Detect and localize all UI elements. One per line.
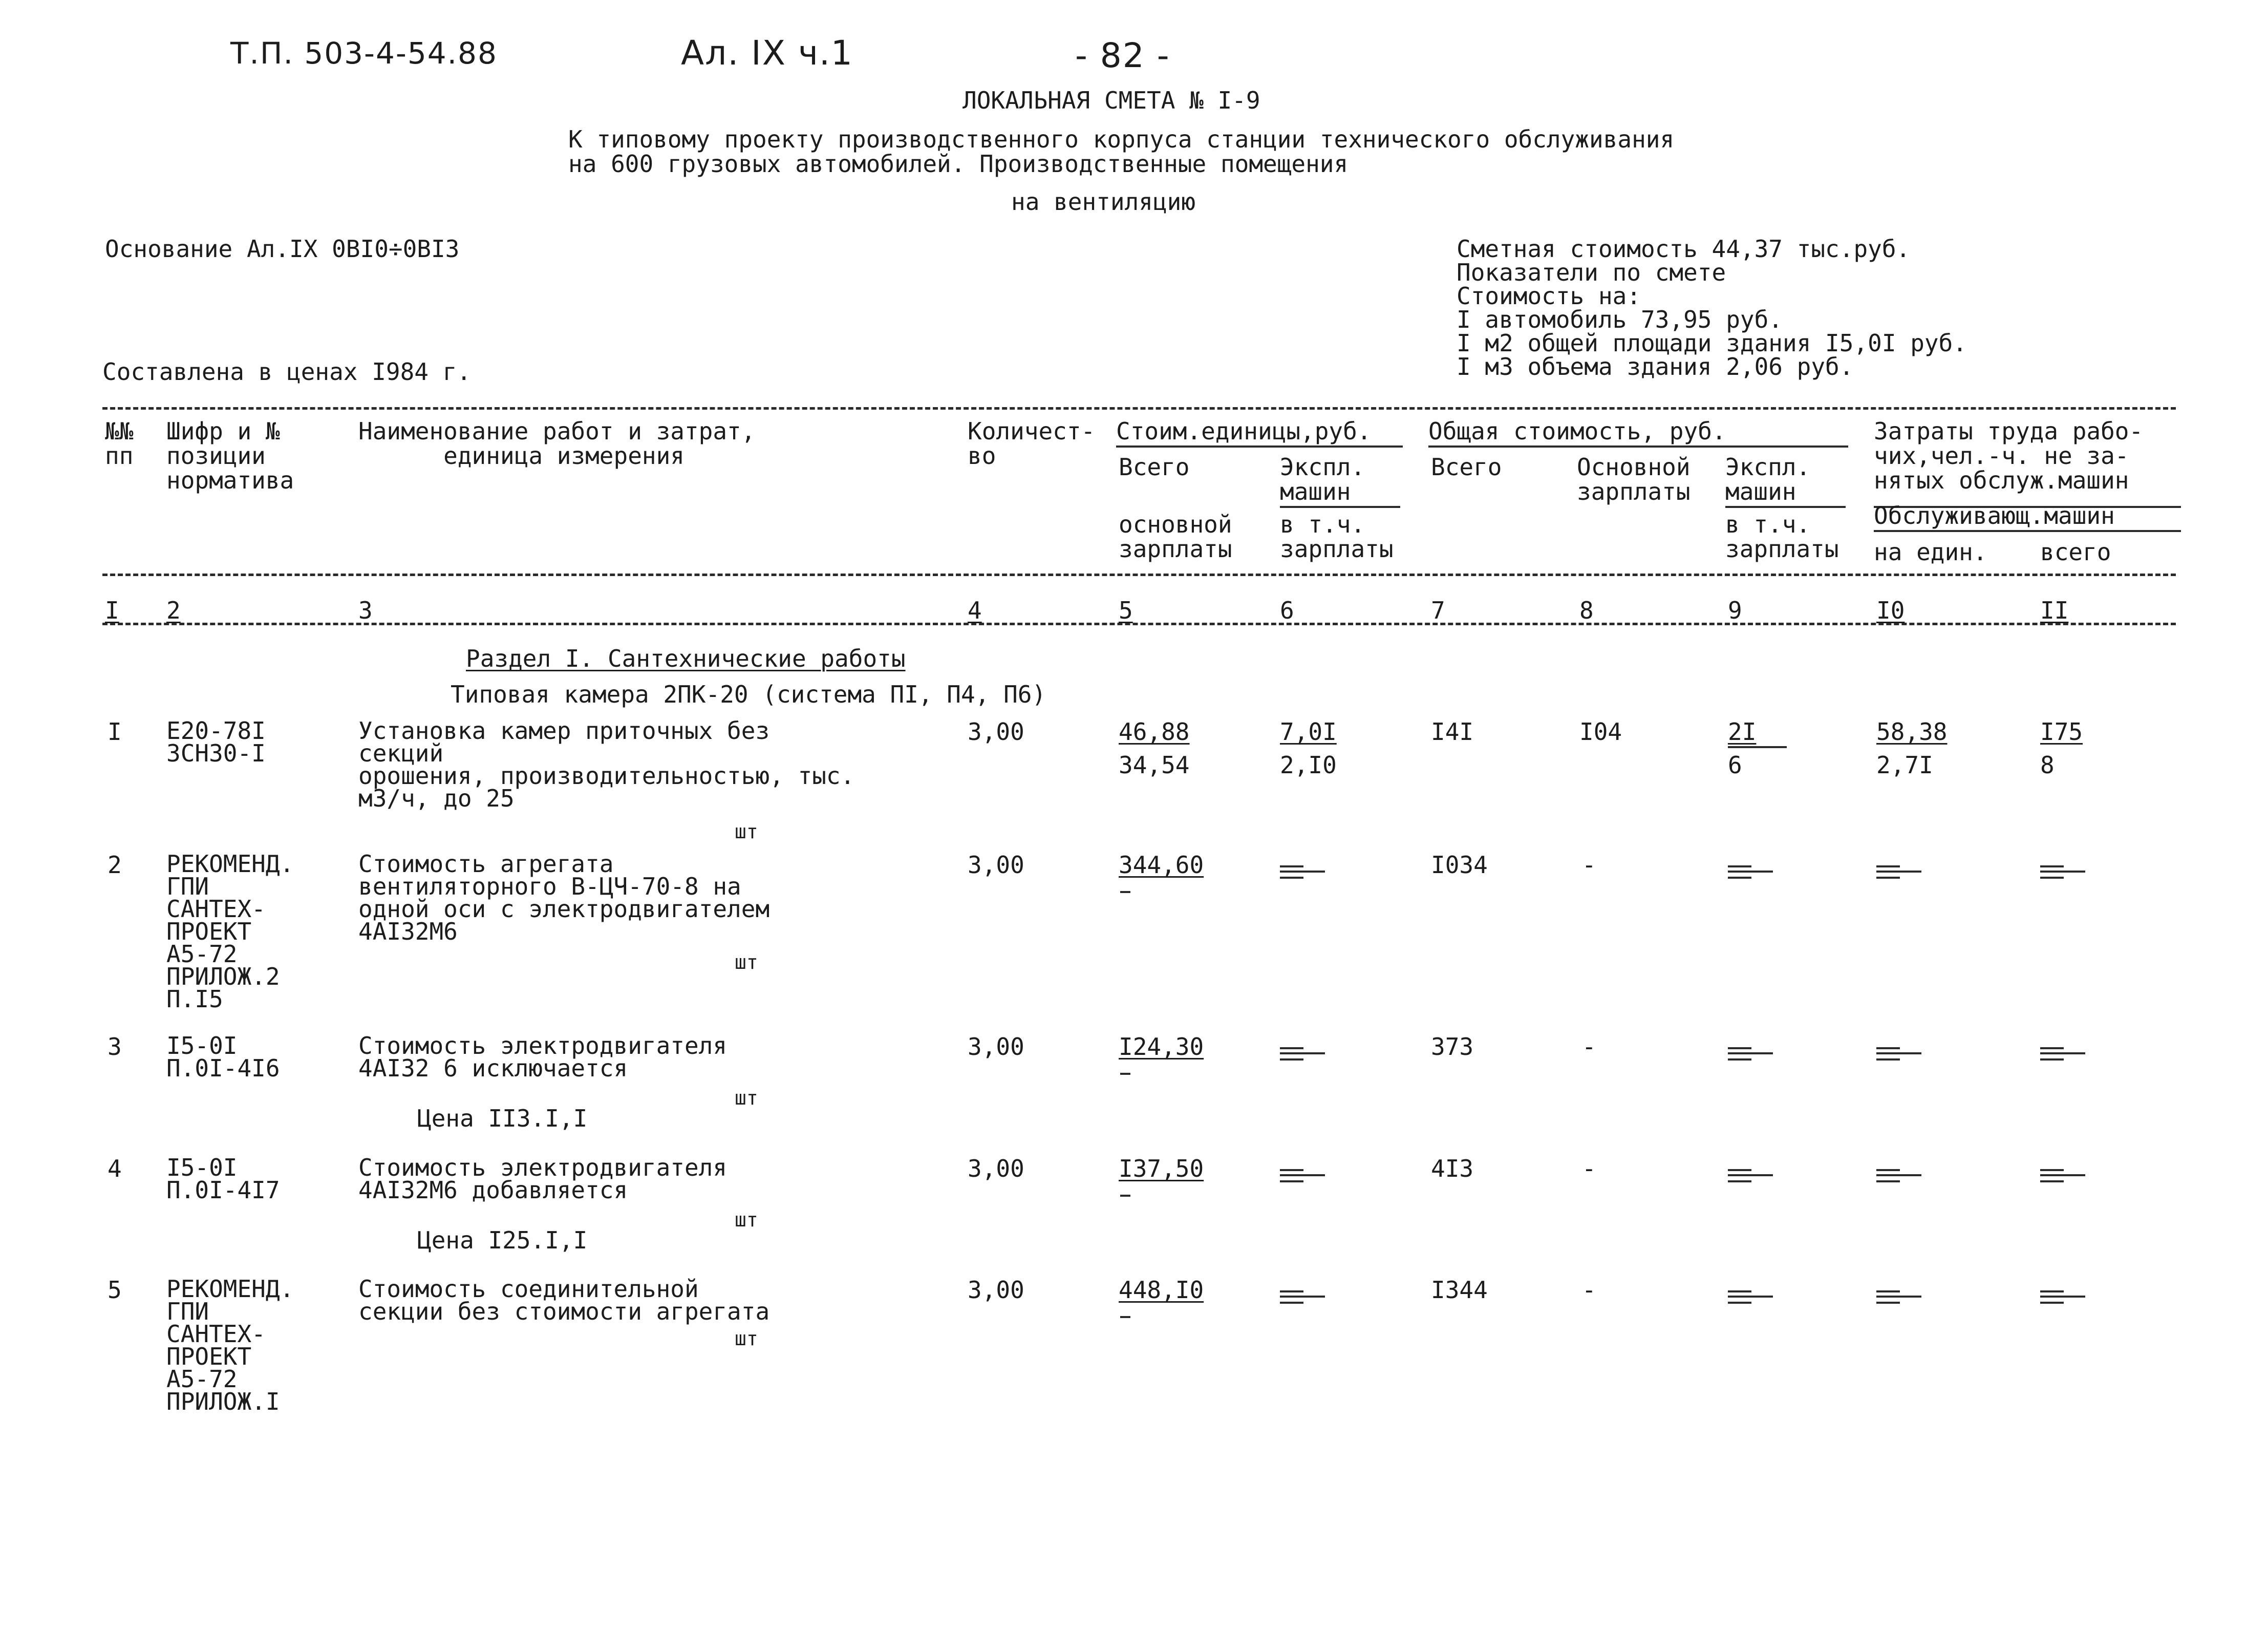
row-code: I5-0I П.0I-4I7 [166,1154,280,1204]
row-unit-mach-wages: 2,I0 [1280,751,1337,779]
header-rule-total-mach [1725,506,1846,508]
header-unit-mach-wages: в т.ч. зарплаты [1280,511,1394,563]
row-unit: шт [735,1327,758,1350]
row-code: Е20-78I ЗСН30-I [166,717,266,767]
row-labor-unit-dash-2 [1876,1296,1921,1298]
row-unit-total: 448,I0 [1119,1276,1204,1304]
column-number-6: 6 [1280,598,1297,623]
row-labor-unit-service: 2,7I [1876,751,1933,779]
row-labor-unit-dash-2 [1876,1052,1921,1054]
section-title: Раздел I. Сантехнические работы [466,645,906,672]
section-subtitle: Типовая камера 2ПК-20 (система ПI, П4, П6) [451,681,1046,708]
column-number-rule [102,623,2176,625]
summary-indicators: Показатели по смете [1457,259,1726,286]
summary-per-vehicle: I автомобиль 73,95 руб. [1457,306,1783,333]
row-labor-total-dash-2 [2040,1052,2085,1054]
row-total-machines-dash-2 [1728,1052,1773,1054]
summary-cost-for: Стоимость на: [1457,282,1641,310]
row-unit-wages-dash [1120,1316,1130,1318]
header-unit-cost: Стоим.единицы,руб. [1116,417,1372,445]
row-code: РЕКОМЕНД. ГПИ САНТЕХ- ПРОЕКТ А5-72 ПРИЛОЖ.2 П.I5 [166,850,294,1013]
row-price-note: Цена II3.I,I [417,1105,588,1132]
row-name: Стоимость соединительной секции без стоимости агрегата [358,1275,770,1325]
column-number-8: 8 [1579,598,1597,623]
header-unit-wages: основной зарплаты [1119,511,1232,563]
row-name: Установка камер приточных без секций орошения, производительностью, тыс. м3/ч, до 25 [358,717,855,812]
row-unit: шт [735,951,758,973]
row-quantity: 3,00 [968,1033,1024,1061]
row-unit-machines-dash-2 [1280,1174,1325,1176]
summary-cost: Сметная стоимость 44,37 тыс.руб. [1457,235,1911,263]
project-title-line-3: на вентиляцию [1011,188,1196,216]
estimate-title: ЛОКАЛЬНАЯ СМЕТА № I-9 [962,87,1260,114]
summary-per-m3: I м3 объема здания 2,06 руб. [1457,353,1854,380]
row-total: I4I [1431,718,1474,746]
row-labor-unit-dash-2 [1876,871,1921,873]
project-title-line-2: на 600 грузовых автомобилей. Производственные помещения [568,150,1349,178]
row-labor-total: I75 [2040,718,2083,746]
row-unit-total: 46,88 [1119,718,1190,746]
row-total-wages: I04 [1579,718,1622,746]
row-unit: шт [735,820,758,843]
row-total: I034 [1431,851,1488,879]
row-quantity: 3,00 [968,851,1024,879]
price-base: Составлена в ценах I984 г. [102,358,472,386]
row-total-machines-dash-2 [1728,871,1773,873]
row-labor-total-service: 8 [2040,751,2055,779]
header-labor-total: всего [2040,538,2111,566]
header-rule-machine-service [1874,530,2181,532]
row-code: РЕКОМЕНД. ГПИ САНТЕХ- ПРОЕКТ А5-72 ПРИЛОЖ.I [166,1275,294,1415]
row-labor-total-dash-2 [2040,1174,2085,1176]
header-labor: Затраты труда рабо- чих,чел.-ч. не за- нятых обслуж.машин [1874,417,2144,494]
row-labor-unit-dash-2 [1876,1174,1921,1176]
column-number-4: 4 [968,598,985,623]
row-total: 4I3 [1431,1155,1474,1182]
column-number-2: 2 [166,598,184,623]
row-unit-total: I37,50 [1119,1155,1204,1182]
column-number-5: 5 [1119,598,1136,623]
row-total-wages: - [1582,1155,1596,1182]
header-quantity: Количест- во [968,417,1096,470]
row-unit-machines-dash-2 [1280,871,1325,873]
header-code: Шифр и № позиции норматива [166,417,294,494]
column-number-11: II [2040,598,2071,623]
row-labor-total-dash-2 [2040,871,2085,873]
row-total-wages: - [1582,851,1596,879]
column-number-3: 3 [358,598,376,623]
row-labor-unit: 58,38 [1876,718,1948,746]
row-unit-wages: 34,54 [1119,751,1190,779]
row-quantity: 3,00 [968,1276,1024,1304]
header-rule-unit-mach [1280,506,1400,508]
row-total-machines-dash-2 [1728,1296,1773,1298]
row-unit: шт [735,1208,758,1231]
row-unit-machines-dash-2 [1280,1052,1325,1054]
row-name: Стоимость электродвигателя 4АI32М6 добавляется [358,1154,728,1204]
row-unit-wages-dash [1120,1195,1130,1197]
row-unit-wages-dash [1120,891,1130,893]
header-bottom-rule [102,574,2176,576]
row-number: 5 [108,1276,122,1304]
header-total-cost: Общая стоимость, руб. [1428,417,1726,445]
row-price-note: Цена I25.I,I [417,1226,588,1254]
row-labor-total-dash-2 [2040,1296,2085,1298]
row-number: I [108,718,122,746]
column-number-7: 7 [1431,598,1448,623]
row-number: 3 [108,1033,122,1061]
row-unit-machines-dash-2 [1280,1296,1325,1298]
header-row-number: №№ пп [105,417,134,470]
table-top-rule [102,407,2176,410]
header-total-mach-wages: в т.ч. зарплаты [1725,511,1839,563]
header-per-unit: на един. [1874,538,1987,566]
header-unit-machines: Экспл. машин [1280,453,1365,505]
album-reference: Ал. IX ч.1 [681,33,853,73]
header-total-machines: Экспл. машин [1725,453,1811,505]
row-unit: шт [735,1087,758,1109]
row-name: Стоимость электродвигателя 4АI32 6 исключается [358,1032,728,1082]
corner-code: Т.П. 503-4-54.88 [230,36,498,71]
header-total-cost-rule [1428,446,1848,448]
header-unit-cost-rule [1116,446,1403,448]
row-total-machines-rule [1728,746,1787,748]
summary-per-m2: I м2 общей площади здания I5,0I руб. [1457,329,1967,357]
basis: Основание Ал.IX 0BI0÷0BI3 [105,235,460,263]
row-total-machines-dash-2 [1728,1174,1773,1176]
column-number-10: I0 [1876,598,1908,623]
row-total-wages: - [1582,1033,1596,1061]
row-code: I5-0I П.0I-4I6 [166,1032,280,1082]
row-total-wages: - [1582,1276,1596,1304]
header-machine-service: Обслуживающ.машин [1874,502,2115,529]
row-unit-machines: 7,0I [1280,718,1337,746]
row-quantity: 3,00 [968,718,1024,746]
row-total-mach-wages: 6 [1728,751,1742,779]
header-total-wages: Основной зарплаты [1577,453,1691,505]
row-unit-total: I24,30 [1119,1033,1204,1061]
row-name: Стоимость агрегата вентиляторного В-ЦЧ-70-8 на одной оси с электродвигателем 4АI32М6 [358,850,770,945]
row-unit-wages-dash [1120,1073,1130,1075]
row-number: 2 [108,851,122,879]
page-number: - 82 - [1075,36,1170,75]
row-number: 4 [108,1155,122,1182]
row-total: 373 [1431,1033,1474,1061]
project-title-line-1: К типовому проекту производственного корпуса станции технического обслуживания [568,125,1675,153]
row-total-machines: 2I [1728,718,1757,746]
row-total: I344 [1431,1276,1488,1304]
row-quantity: 3,00 [968,1155,1024,1182]
header-name: Наименование работ и затрат, единица измерения [358,417,756,470]
column-number-9: 9 [1728,598,1745,623]
column-number-1: I [105,598,122,623]
header-total: Всего [1431,453,1502,481]
row-unit-total: 344,60 [1119,851,1204,879]
header-unit-total: Всего [1119,453,1190,481]
